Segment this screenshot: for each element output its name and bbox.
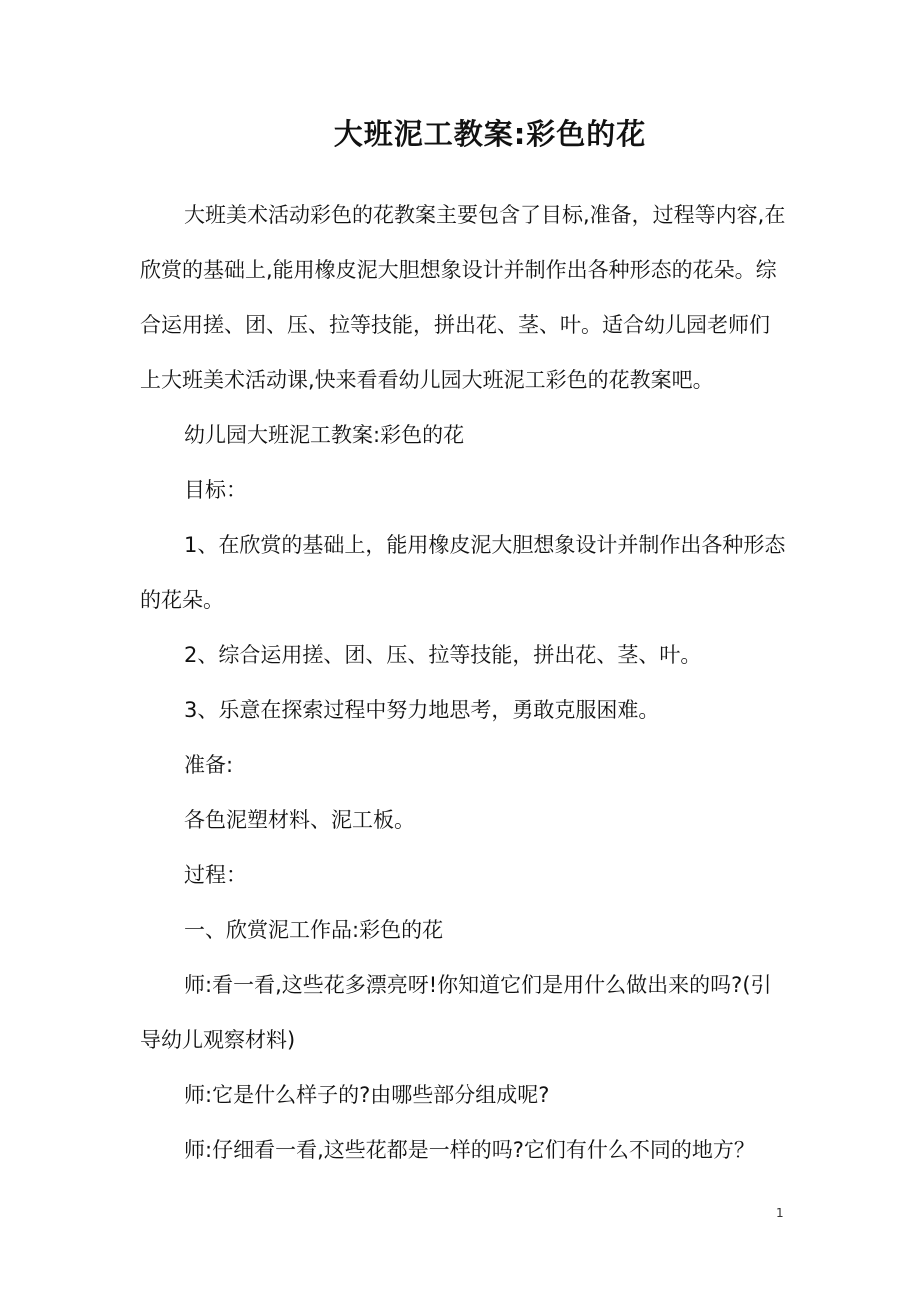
preparation-heading: 准备: — [184, 753, 234, 777]
preparation-text: 各色泥塑材料、泥工板。 — [184, 808, 415, 832]
goal-item-1: 1、在欣赏的基础上，能用橡皮泥大胆想象设计并制作出各种形态的花朵。 — [140, 533, 786, 612]
document-body — [140, 188, 790, 1178]
page-number: 1 — [776, 1206, 784, 1220]
document-title: 大班泥工教案:彩色的花 — [333, 117, 647, 151]
goal-item-3: 3、乐意在探索过程中努力地思考，勇敢克服困难。 — [184, 698, 660, 722]
teacher-line-1: 师:看一看,这些花多漂亮呀!你知道它们是用什么做出来的吗?(引导幼儿观察材料) — [140, 973, 772, 1052]
teacher-line-2: 师:它是什么样子的?由哪些部分组成呢? — [184, 1083, 550, 1107]
goals-heading: 目标： — [184, 478, 247, 502]
teacher-line-3: 师:仔细看一看,这些花都是一样的吗?它们有什么不同的地方？ — [184, 1138, 755, 1162]
subtitle-paragraph: 幼儿园大班泥工教案:彩色的花 — [184, 423, 465, 447]
process-step-1-heading: 一、欣赏泥工作品:彩色的花 — [184, 918, 444, 942]
goal-item-2: 2、综合运用搓、团、压、拉等技能，拼出花、茎、叶。 — [184, 643, 702, 667]
process-heading: 过程： — [184, 863, 247, 887]
intro-paragraph: 大班美术活动彩色的花教案主要包含了目标,准备，过程等内容,在欣赏的基础上,能用橡皮泥大胆想象设计并制作出各种形态的花朵。综合运用搓、团、压、拉等技能，拼出花、茎、叶。适合幼儿园老师们上大班美术活动课,快来看看幼儿园大班泥工彩色的花教案吧。 — [140, 203, 786, 392]
